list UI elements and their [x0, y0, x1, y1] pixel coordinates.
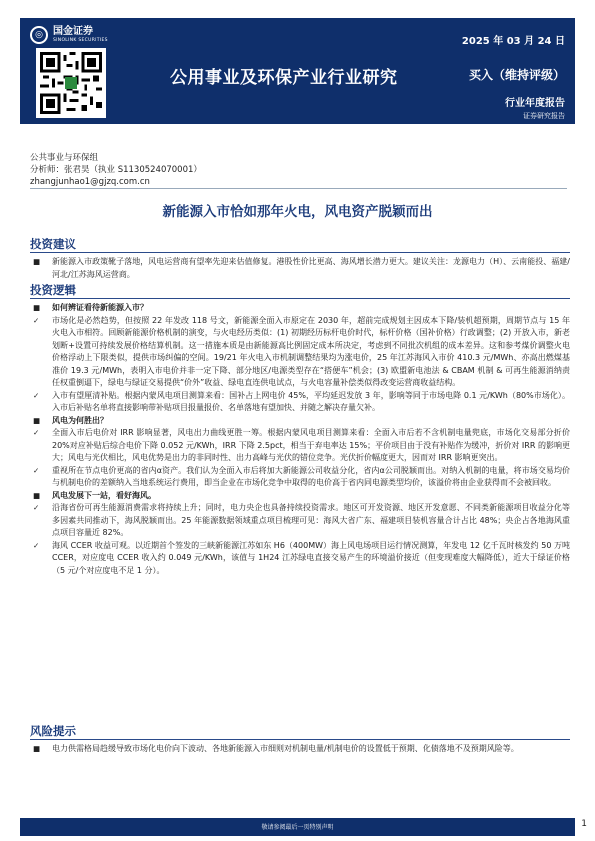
list-item-question: ■ 如何辨证看待新能源入市？ [30, 302, 570, 315]
checkmark-icon: ✓ [33, 315, 40, 325]
checkmark-icon: ✓ [33, 390, 40, 400]
analyst-email[interactable]: zhangjunhao1@gjzq.com.cn [30, 177, 150, 187]
section-heading: 投资建议 [30, 236, 570, 253]
logo-mark-icon: ◎ [30, 26, 48, 44]
bullet-square-icon: ■ [33, 490, 41, 500]
bullet-square-icon: ■ [33, 744, 41, 753]
bullet-square-icon: ■ [33, 257, 41, 266]
list-item: ✓ 入市有望厘清补贴。根据内蒙风电项目测算来看：国补占上网电价 45%，平均延迟发放 3 年，影响等同于市场电降 0.1 元/KWh（80%市场化）。入市后补贴名单将直接影响带补贴项目报量报价、名单落地有望加快、并随之解决存量欠补。 [30, 390, 570, 415]
checkmark-icon: ✓ [33, 503, 40, 512]
analyst-name: 分析师：张君昊（执业 S1130524070001） [30, 165, 202, 175]
report-type: 行业年度报告 [505, 98, 565, 109]
section-heading: 风险提示 [30, 723, 570, 740]
report-date: 2025 年 03 月 24 日 [461, 36, 565, 47]
page-footer [20, 818, 587, 836]
analyst-info [30, 152, 202, 188]
page-number: 1 [581, 819, 587, 829]
section-investment-advice [30, 236, 570, 281]
analyst-divider [30, 188, 567, 189]
bullet-square-icon: ■ [33, 303, 41, 312]
company-logo [30, 26, 108, 44]
checkmark-icon: ✓ [33, 428, 40, 437]
checkmark-icon: ✓ [33, 465, 40, 475]
analyst-group: 公共事业与环保组 [30, 153, 99, 163]
document-title: 新能源入市恰如那年火电，风电资产脱颖而出 [162, 204, 433, 220]
report-sub-label: 证券研究报告 [523, 112, 565, 120]
list-item: ✓ 海风 CCER 收益可观。以近期首个签发的三峡新能源江苏如东 H6（400MW）海上风电场项目运行情况测算，年发电 12 亿千瓦时核发约 50 万吨 CCER，对应度电 CCER 收入约 0.049 元/KWh，该值与 1H24 江苏绿电直接交易产生的环境溢价接近（但变现难度大幅降低），近大于绿证价格（5 元/个对应度电不足 1 分）。 [30, 540, 570, 578]
list-item: ✓ 全面入市后电价对 IRR 影响显著，风电出力曲线更胜一筹。根据内蒙风电项目测算来看：全面入市后若不含机制电量兜底，市场化交易部分折价 20%对应补贴后综合电价下降 0.052 元/KWh，IRR 下降 2.5pct，相当于弃电率达 15%；平价项目由于没有补贴作为缓冲，折价对 IRR 的影响更大；风电与光伏相比，风电优势是出力的非同时性、出力高峰与光伏的错位竞争。光伏折价幅度更大，因而对 IRR 影响更突出。 [30, 427, 570, 465]
qr-code-icon [36, 48, 106, 118]
list-item-question: ■ 风电发展下一站，看好海风。 [30, 490, 570, 503]
list-item-question: ■ 风电为何胜出？ [30, 415, 570, 428]
logo-name-en: SINOLINK SECURITIES [53, 37, 108, 43]
bullet-square-icon: ■ [33, 415, 41, 425]
list-item: ✓ 市场化是必然趋势，但按照 22 年发改 118 号文，新能源全面入市原定在 2030 年，超前完成规划主因成本下降/装机超预期，周期节点与 15 年火电入市相符。回顾新能源价格机制的演变，与火电经历类似：(1) 初期经历标杆电价时代，标杆价格（国补价格）行政调整；(2) 开放入市，新老划断+设置可持续发展价格结算机制。这一措施本质是由新能源高比例固定成本所决定，考虑到不同批次机组的成本差异。这和参考煤价调整火电价格浮动上下限类似，提供市场纠偏的空间。19/21 年火电入市机制调整结果均为涨电价，25 年江苏海风入市价 410.3 元/MWh、亦高出燃煤基准价 19.3 元/MWh，表明入市电价并非一定下降、部分地区/电源类型存在“搭便车”机会；(3) 欧盟新电池法 & CBAM 机制 & 可再生能源消纳责任权重倒逼下，绿电与绿证交易提供“价外”收益、绿电直连供电试点，与火电容量补偿类似得改变运营商收益结构。 [30, 315, 570, 390]
logo-name-cn: 国金证券 [53, 25, 93, 37]
list-item: ■ 电力供需格局趋缓导致市场化电价向下波动、各地新能源入市细则对机制电量/机制电价的设置低于预期、化债落地不及预期风险等。 [30, 743, 570, 756]
section-heading: 投资逻辑 [30, 282, 570, 299]
list-item: ✓ 沿海省份可再生能源消费需求将持续上升；同时，电力央企也具备持续投资需求。地区可开发资源、地区开发意愿、不同类新能源项目收益分化等多因素共同推动下，海风脱颖而出。25 年能源数据领域重点项目梳理可见：海风大省广东、福建项目装机容量合计占比 48%；央企占各地海风重点项目容量近 82%。 [30, 502, 570, 540]
list-item: ✓ 重视所在节点电价更高的省内α资产。我们认为全面入市后将加大新能源公司收益分化，省内α公司脱颖而出。对纳入机制的电量，将市场交易均价与机制电价的差额纳入当地系统运行费用，即当企业在市场化竞争中取得的电价高于省内同电源类型均价，该溢价将由企业获得而不会被回收。 [30, 465, 570, 490]
section-risk-warning [30, 723, 570, 756]
section-investment-logic [30, 282, 570, 577]
footer-disclaimer: 敬请参阅最后一页特别声明 [261, 824, 334, 831]
report-header-banner [20, 18, 575, 124]
checkmark-icon: ✓ [33, 540, 40, 550]
rating-label: 买入（维持评级） [468, 68, 565, 82]
list-item: ■ 新能源入市政策靴子落地，风电运营商有望率先迎来估值修复。港股性价比更高、海风增长潜力更大。建议关注：龙源电力（H）、云南能投、福建/河北/江苏海风运营商。 [30, 256, 570, 281]
report-series-title: 公用事业及环保产业行业研究 [170, 68, 398, 88]
